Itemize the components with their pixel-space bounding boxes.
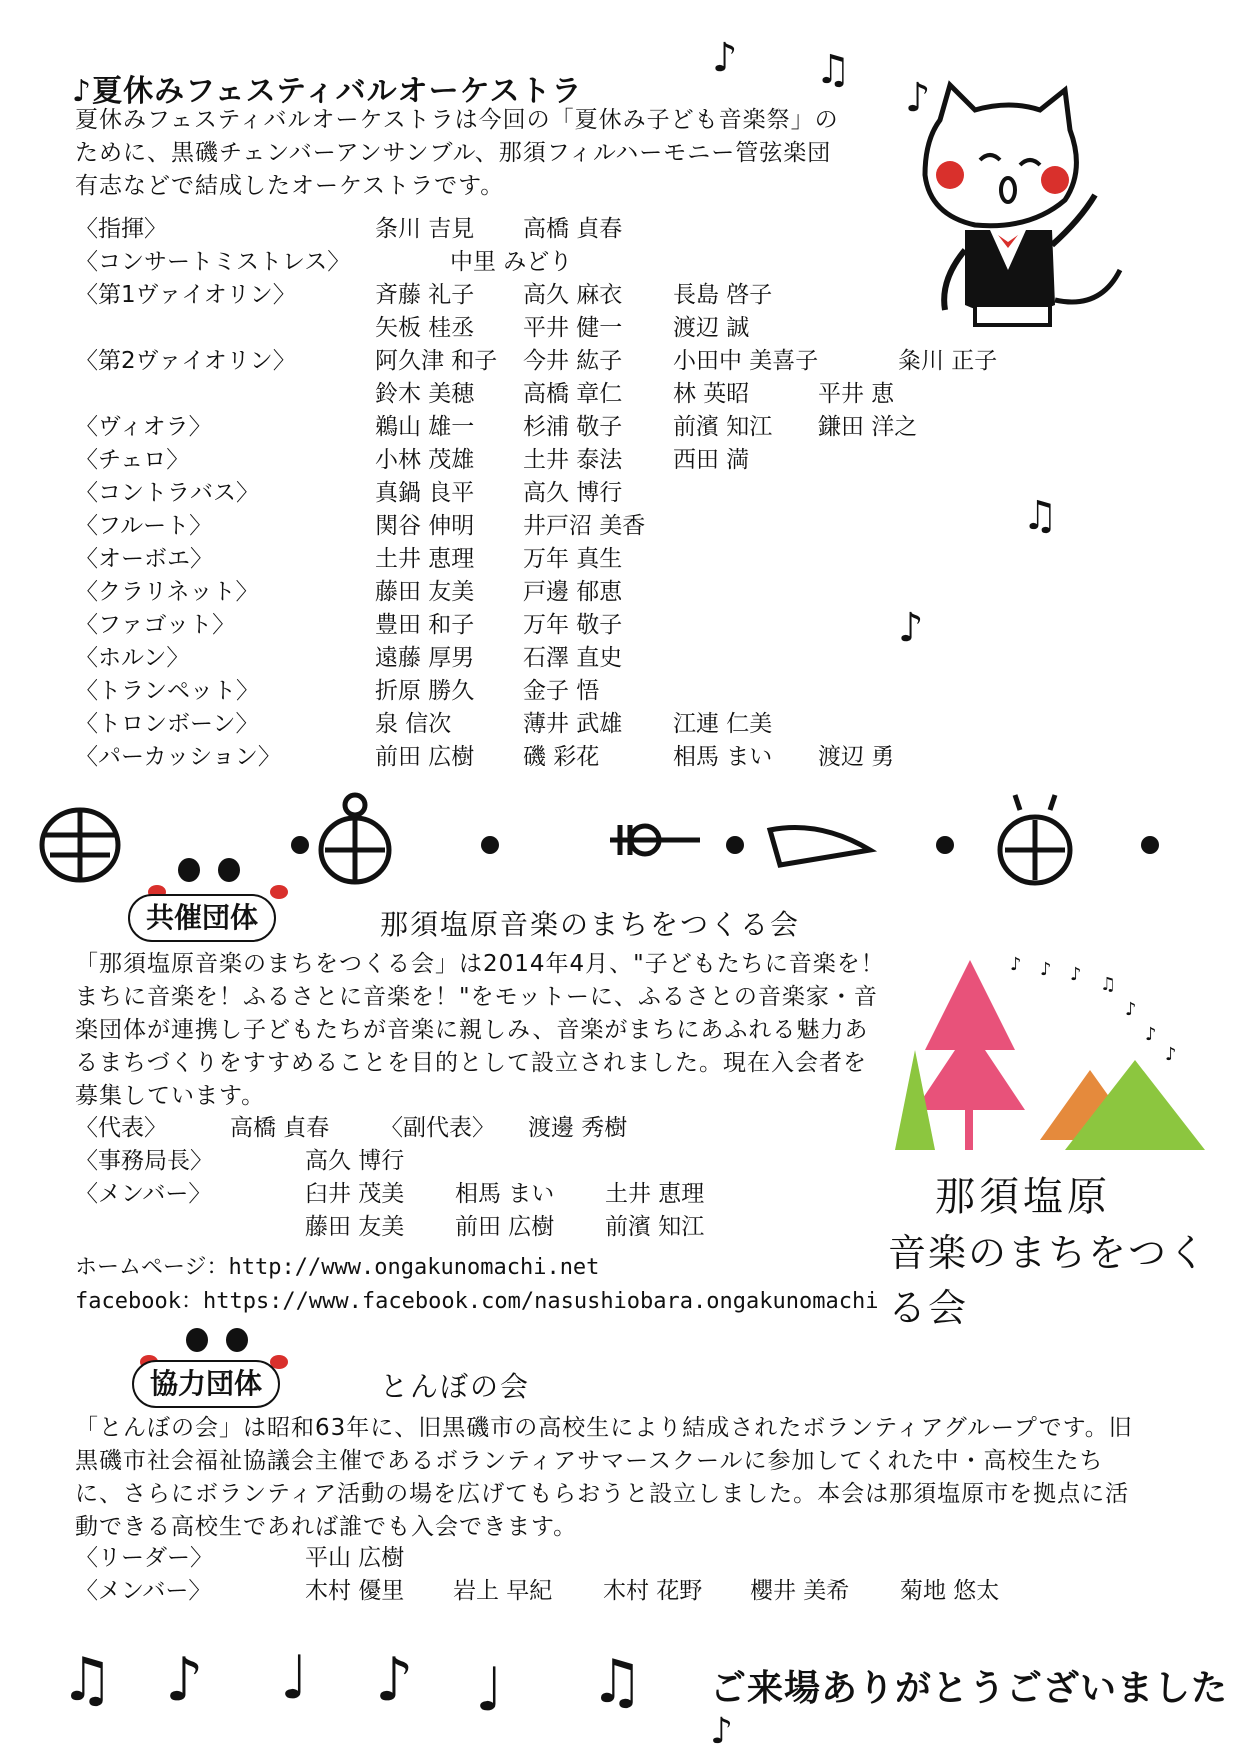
host-secretary-name: 高久 博行 [305, 1148, 405, 1174]
roster-member-name: 高久 博行 [523, 480, 623, 506]
svg-text:♪: ♪ [1145, 1024, 1157, 1045]
music-note-icon: ♩ [280, 1643, 309, 1713]
cheek-icon [270, 885, 288, 899]
roster-member-name: 高橋 章仁 [523, 381, 623, 407]
roster-section-label: 〈オーボエ〉 [75, 546, 213, 572]
music-notes-icon: ♫ [60, 1645, 114, 1715]
roster-section-label: 〈クラリネット〉 [75, 579, 259, 605]
support-member: 木村 花野 [603, 1578, 703, 1604]
roster-member-name: 高橋 貞春 [523, 216, 623, 242]
roster-member-name: 関谷 伸明 [375, 513, 475, 539]
roster-member-name: 矢板 桂丞 [375, 315, 475, 341]
orchestra-description: 夏休みフェスティバルオーケストラは今回の「夏休み子ども音楽祭」のために、黒磯チェンバーアンサンブル、那須フィルハーモニー管弦楽団有志などで結成したオーケストラです。 [75, 107, 839, 199]
roster-member-name: 土井 泰法 [523, 447, 623, 473]
host-member: 前濱 知江 [605, 1214, 705, 1240]
roster-member-name: 長島 啓子 [673, 282, 773, 308]
roster-section-label: 〈ホルン〉 [75, 645, 190, 671]
roster-section-label: 〈トランペット〉 [75, 678, 259, 704]
support-leader-label: 〈リーダー〉 [75, 1545, 213, 1571]
roster-member-name: 粂川 正子 [898, 348, 998, 374]
roster-section-label: 〈ファゴット〉 [75, 612, 236, 638]
roster-member-name: 前濱 知江 [673, 414, 773, 440]
roster-member-name: 万年 敬子 [523, 612, 623, 638]
host-member: 藤田 友美 [305, 1214, 405, 1240]
roster-section-label: 〈第2ヴァイオリン〉 [75, 348, 296, 374]
roster-member-name: 中里 みどり [450, 249, 573, 275]
svg-text:♪: ♪ [1070, 964, 1082, 985]
support-member: 櫻井 美希 [750, 1578, 850, 1604]
roster-member-name: 石澤 直史 [523, 645, 623, 671]
homepage-link[interactable]: ホームページ：http://www.ongakunomachi.net [75, 1255, 600, 1280]
support-leader-name: 平山 広樹 [305, 1545, 405, 1571]
roster-member-name: 万年 真生 [523, 546, 623, 572]
roster-member-name: 杉浦 敬子 [523, 414, 623, 440]
roster-member-name: 小林 茂雄 [375, 447, 475, 473]
roster-member-name: 折原 勝久 [375, 678, 475, 704]
host-member: 前田 広樹 [455, 1214, 555, 1240]
thanks-message: ご来場ありがとうございました♪ [710, 1668, 1229, 1752]
roster-section-label: 〈フルート〉 [75, 513, 213, 539]
support-badge: 協力団体 [132, 1360, 280, 1408]
roster-member-name: 藤田 友美 [375, 579, 475, 605]
svg-text:♪: ♪ [1125, 999, 1137, 1020]
orchestra-title: ♪夏休みフェスティバルオーケストラ [72, 74, 583, 109]
music-note-icon: ♪ [712, 35, 738, 81]
roster-member-name: 林 英昭 [673, 381, 750, 407]
roster-member-name: 平井 恵 [818, 381, 895, 407]
roster-member-name: 豊田 和子 [375, 612, 475, 638]
host-vice-name: 渡邊 秀樹 [528, 1115, 628, 1141]
host-rep-label: 〈代表〉 [75, 1115, 167, 1141]
roster-section-label: 〈トロンボーン〉 [75, 711, 259, 737]
facebook-link[interactable]: facebook：https://www.facebook.com/nasushiobara.ongakunomachi [75, 1289, 879, 1314]
host-members-label: 〈メンバー〉 [75, 1181, 212, 1207]
roster-member-name: 磯 彩花 [523, 744, 600, 770]
roster-member-name: 平井 健一 [523, 315, 623, 341]
host-logo-line2: 音楽のまちをつくる会 [888, 1231, 1209, 1330]
roster-member-name: 江連 仁美 [673, 711, 773, 737]
host-member: 臼井 茂美 [305, 1181, 405, 1207]
roster-member-name: 鎌田 洋之 [818, 414, 918, 440]
host-logo-illustration [885, 950, 1215, 1160]
roster-member-name: 戸邊 郁恵 [523, 579, 623, 605]
host-logo-line1: 那須塩原 [935, 1174, 1111, 1220]
roster-member-name: 条川 吉見 [375, 216, 475, 242]
music-note-icon: ♪ [375, 1645, 414, 1715]
roster-member-name: 阿久津 和子 [375, 348, 498, 374]
roster-member-name: 井戸沼 美香 [523, 513, 646, 539]
roster-member-name: 斉藤 礼子 [375, 282, 475, 308]
roster-member-name: 土井 恵理 [375, 546, 475, 572]
eye-icon [218, 858, 240, 882]
roster-section-label: 〈パーカッション〉 [75, 744, 281, 770]
roster-member-name: 渡辺 勇 [818, 744, 895, 770]
roster-member-name: 前田 広樹 [375, 744, 475, 770]
support-member: 菊地 悠太 [900, 1578, 1000, 1604]
host-rep-name: 高橋 貞春 [230, 1115, 330, 1141]
host-name: 那須塩原音楽のまちをつくる会 [380, 908, 801, 941]
music-note-icon: ♪ [165, 1645, 204, 1715]
music-note-icon: ♪ [905, 75, 931, 121]
roster-member-name: 泉 信次 [375, 711, 452, 737]
roster-member-name: 高久 麻衣 [523, 282, 623, 308]
support-description: 「とんぼの会」は昭和63年に、旧黒磯市の高校生により結成されたボランティアグループです。旧黒磯市社会福祉協議会主催であるボランティアサマースクールに参加してくれた中・高校生たちに、さらにボランティア活動の場を広げてもらおうと設立しました。本会は那須塩原市を拠点に活動できる高校生であれば誰でも入会できます。 [75, 1415, 1133, 1540]
support-member: 木村 優里 [305, 1578, 405, 1604]
roster-member-name: 鵜山 雄一 [375, 414, 475, 440]
host-description: 「那須塩原音楽のまちをつくる会」は2014年4月、"子どもたちに音楽を！まちに音楽を！ふるさとに音楽を！"をモットーに、ふるさとの音楽家・音楽団体が連携し子どもたちが音楽に親しみ、音楽がまちにあふれる魅力あるまちづくりをすすめることを目的として設立されました。現在入会者を募集しています。 [75, 951, 885, 1109]
host-badge: 共催団体 [128, 894, 276, 942]
roster-section-label: 〈コンサートミストレス〉 [75, 249, 351, 275]
eye-icon [186, 1328, 208, 1352]
roster-section-label: 〈コントラバス〉 [75, 480, 259, 506]
eye-icon [226, 1328, 248, 1352]
support-name: とんぼの会 [380, 1370, 531, 1403]
music-note-icon: ♩ [475, 1655, 504, 1725]
music-notes-icon: ♫ [1022, 493, 1058, 539]
host-secretary-label: 〈事務局長〉 [75, 1148, 213, 1174]
roster-member-name: 小田中 美喜子 [673, 348, 819, 374]
roster-member-name: 西田 満 [673, 447, 750, 473]
roster-section-label: 〈ヴィオラ〉 [75, 414, 212, 440]
roster-member-name: 薄井 武雄 [523, 711, 623, 737]
svg-text:♪: ♪ [1010, 954, 1022, 975]
roster-member-name: 今井 紘子 [523, 348, 623, 374]
eye-icon [178, 858, 200, 882]
roster-section-label: 〈第1ヴァイオリン〉 [75, 282, 296, 308]
roster-member-name: 真鍋 良平 [375, 480, 475, 506]
host-vice-label: 〈副代表〉 [380, 1115, 495, 1141]
svg-text:♫: ♫ [1100, 974, 1117, 995]
music-note-icon: ♪ [898, 605, 924, 651]
svg-text:♪: ♪ [1165, 1044, 1177, 1065]
music-notes-icon: ♫ [815, 47, 851, 93]
roster-member-name: 渡辺 誠 [673, 315, 750, 341]
roster-member-name: 相馬 まい [673, 744, 773, 770]
host-member: 相馬 まい [455, 1181, 555, 1207]
support-member: 岩上 早紀 [453, 1578, 553, 1604]
roster-member-name: 鈴木 美穂 [375, 381, 475, 407]
roster-member-name: 金子 悟 [523, 678, 600, 704]
support-members-label: 〈メンバー〉 [75, 1578, 212, 1604]
host-member: 土井 恵理 [605, 1181, 705, 1207]
insect-divider-illustration [20, 790, 1200, 900]
roster-section-label: 〈チェロ〉 [75, 447, 190, 473]
roster-member-name: 遠藤 厚男 [375, 645, 475, 671]
svg-text:♪: ♪ [1040, 959, 1052, 980]
music-notes-icon: ♫ [590, 1647, 644, 1717]
roster-section-label: 〈指揮〉 [75, 216, 167, 242]
